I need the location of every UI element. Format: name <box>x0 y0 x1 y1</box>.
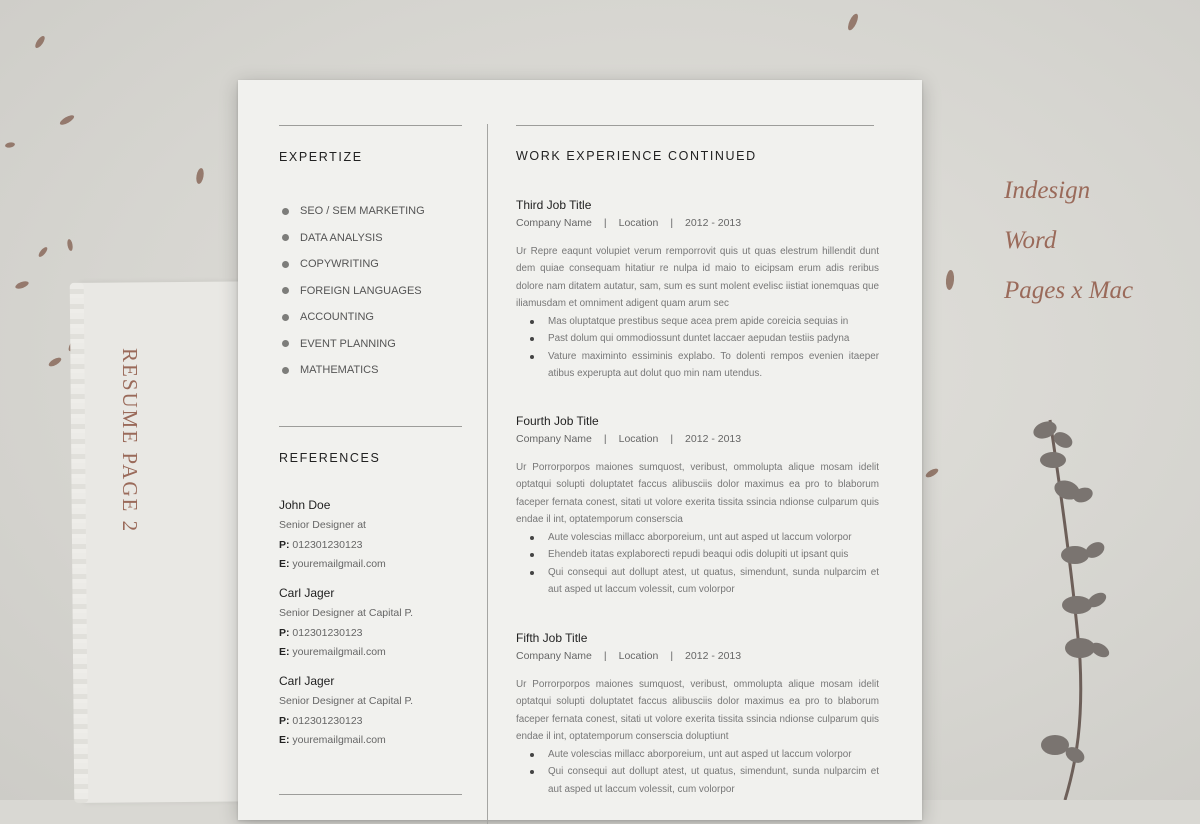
reference-phone <box>279 627 479 646</box>
separator: | <box>603 433 607 445</box>
phone-value: 012301230123 <box>292 715 363 727</box>
reference-role: Senior Designer at Capital P. <box>279 607 414 619</box>
job-meta <box>516 433 879 459</box>
bullet-icon <box>282 261 289 268</box>
job-bullet: Qui consequi aut dollupt atest, ut quatus, simendunt, sunda nulparcim et aut asped ut laccum volessit, cum volorpor <box>516 763 879 798</box>
reference-name: Carl Jager <box>279 674 335 688</box>
job-location: Location <box>618 433 659 445</box>
job-description: Ur Porrorporpos maiones sumquost, veribust, ommolupta alique mosam idelit optatqui solupti doluptatet faccus alibusciis dolor maximus ea pro to blaborum faceper fernata conest, sitati ut volore exerita tissita ssincia ndionse culparum quis endae il int, optatemporum conserscia <box>516 462 879 526</box>
reference-email <box>279 646 479 665</box>
skill-item <box>282 304 425 331</box>
reference-entry <box>279 674 479 752</box>
format-word: Word <box>1004 227 1057 254</box>
reference-role: Senior Designer at Capital P. <box>279 695 414 707</box>
skill-label: FOREIGN LANGUAGES <box>300 284 422 297</box>
job-title: Third Job Title <box>516 198 592 212</box>
column-divider <box>487 124 488 824</box>
job-bullets <box>516 746 879 799</box>
lavender-decoration <box>1005 400 1165 800</box>
job-location: Location <box>618 650 659 662</box>
formats-list <box>1004 166 1133 316</box>
work-experience-heading: WORK EXPERIENCE CONTINUED <box>516 149 757 163</box>
references-heading: REFERENCES <box>279 451 381 465</box>
job-bullet: Mas oluptatque prestibus seque acea prem apide coreicia sequias in <box>516 313 879 331</box>
skill-item <box>282 331 425 358</box>
job-description: Ur Porrorporpos maiones sumquost, veribust, ommolupta alique mosam idelit optatqui solupti doluptatet faccus alibusciis dolor maximus ea pro to blaborum faceper fernata conest, sitati ut volore exerita tissita ssincia ndionse culparum quis endae il int, optatemporum conserscia doluptiunt <box>516 679 879 743</box>
job-bullet: Qui consequi aut dollupt atest, ut quatus, simendunt, sunda nulparcim et aut asped ut laccum volessit, cum volorpor <box>516 564 879 599</box>
skill-label: ACCOUNTING <box>300 311 374 324</box>
phone-label: P: <box>279 627 290 639</box>
job-bullets <box>516 529 879 599</box>
skills-list <box>282 198 425 384</box>
email-label: E: <box>279 733 290 746</box>
skill-label: MATHEMATICS <box>300 364 379 377</box>
references-rule <box>279 426 462 427</box>
job-bullet: Aute volescias millacc aborporeium, unt aut asped ut laccum volorpor <box>516 529 879 547</box>
reference-email <box>279 558 479 577</box>
job-bullet: Ehendeb itatas explaborecti repudi beaqui odis dolupiti ut ipsant quis <box>516 546 879 564</box>
expertize-heading: EXPERTIZE <box>279 150 363 164</box>
bullet-icon <box>282 208 289 215</box>
separator: | <box>603 650 607 662</box>
left-bottom-rule <box>279 794 462 795</box>
reference-entry <box>279 498 479 576</box>
right-top-rule <box>516 125 874 126</box>
bullet-icon <box>282 314 289 321</box>
job-years: 2012 - 2013 <box>685 433 742 445</box>
skill-item <box>282 278 425 305</box>
reference-name: John Doe <box>279 498 331 512</box>
separator: | <box>603 217 607 229</box>
job-bullet: Past dolum qui ommodiossunt duntet laccaer aepudan testiis padyna <box>516 330 879 348</box>
bullet-icon <box>282 287 289 294</box>
job-entry <box>516 631 879 798</box>
skill-label: EVENT PLANNING <box>300 337 396 350</box>
format-indesign: Indesign <box>1004 177 1091 204</box>
reference-email <box>279 734 479 753</box>
job-years: 2012 - 2013 <box>685 650 742 662</box>
company-name: Company Name <box>516 650 592 662</box>
job-location: Location <box>618 217 659 229</box>
separator: | <box>670 433 674 445</box>
phone-label: P: <box>279 539 290 551</box>
resume-sheet <box>238 80 922 820</box>
job-title: Fifth Job Title <box>516 631 588 645</box>
job-title: Fourth Job Title <box>516 414 599 428</box>
job-description: Ur Repre eaqunt volupiet verum remporrovit quis ut quas elestrum hillendit dunt dem quiae consequam hitatiur re nulpa id maio to eicipsam erum adis reribus dolore nam ditatem autatur, sam, sum es sunt molent evelisc iistiat ionemquas que iliamusdam et omniment adigent quam arum sec <box>516 246 879 310</box>
separator: | <box>670 650 674 662</box>
email-label: E: <box>279 645 290 658</box>
skill-label: DATA ANALYSIS <box>300 231 383 244</box>
reference-phone <box>279 539 479 558</box>
skill-label: SEO / SEM MARKETING <box>300 205 425 218</box>
job-bullet: Aute volescias millacc aborporeium, unt aut asped ut laccum volorpor <box>516 746 879 764</box>
reference-name: Carl Jager <box>279 586 335 600</box>
skill-item <box>282 251 425 278</box>
skill-label: COPYWRITING <box>300 258 379 271</box>
email-value: youremailgmail.com <box>292 645 386 658</box>
email-value: youremailgmail.com <box>292 557 386 570</box>
job-entry <box>516 414 879 599</box>
bullet-icon <box>282 367 289 374</box>
skill-item <box>282 225 425 252</box>
job-meta <box>516 650 879 676</box>
separator: | <box>670 217 674 229</box>
skill-item <box>282 198 425 225</box>
phone-label: P: <box>279 715 290 727</box>
job-meta <box>516 217 879 243</box>
company-name: Company Name <box>516 433 592 445</box>
email-label: E: <box>279 557 290 570</box>
job-years: 2012 - 2013 <box>685 217 742 229</box>
reference-role: Senior Designer at <box>279 519 366 531</box>
phone-value: 012301230123 <box>292 539 363 551</box>
reference-phone <box>279 715 479 734</box>
left-top-rule <box>279 125 462 126</box>
format-pages: Pages x Mac <box>1004 277 1134 304</box>
resume-page-label: RESUME PAGE 2 <box>118 348 142 534</box>
company-name: Company Name <box>516 217 592 229</box>
reference-entry <box>279 586 479 664</box>
bullet-icon <box>282 234 289 241</box>
skill-item <box>282 357 425 384</box>
job-entry <box>516 198 879 383</box>
phone-value: 012301230123 <box>292 627 363 639</box>
bullet-icon <box>282 340 289 347</box>
job-bullets <box>516 313 879 383</box>
email-value: youremailgmail.com <box>292 733 386 746</box>
job-bullet: Vature maximinto essiminis explabo. To dolenti rempos evenien itaeper atibus experupta aut dolut quo min nam utendus. <box>516 348 879 383</box>
